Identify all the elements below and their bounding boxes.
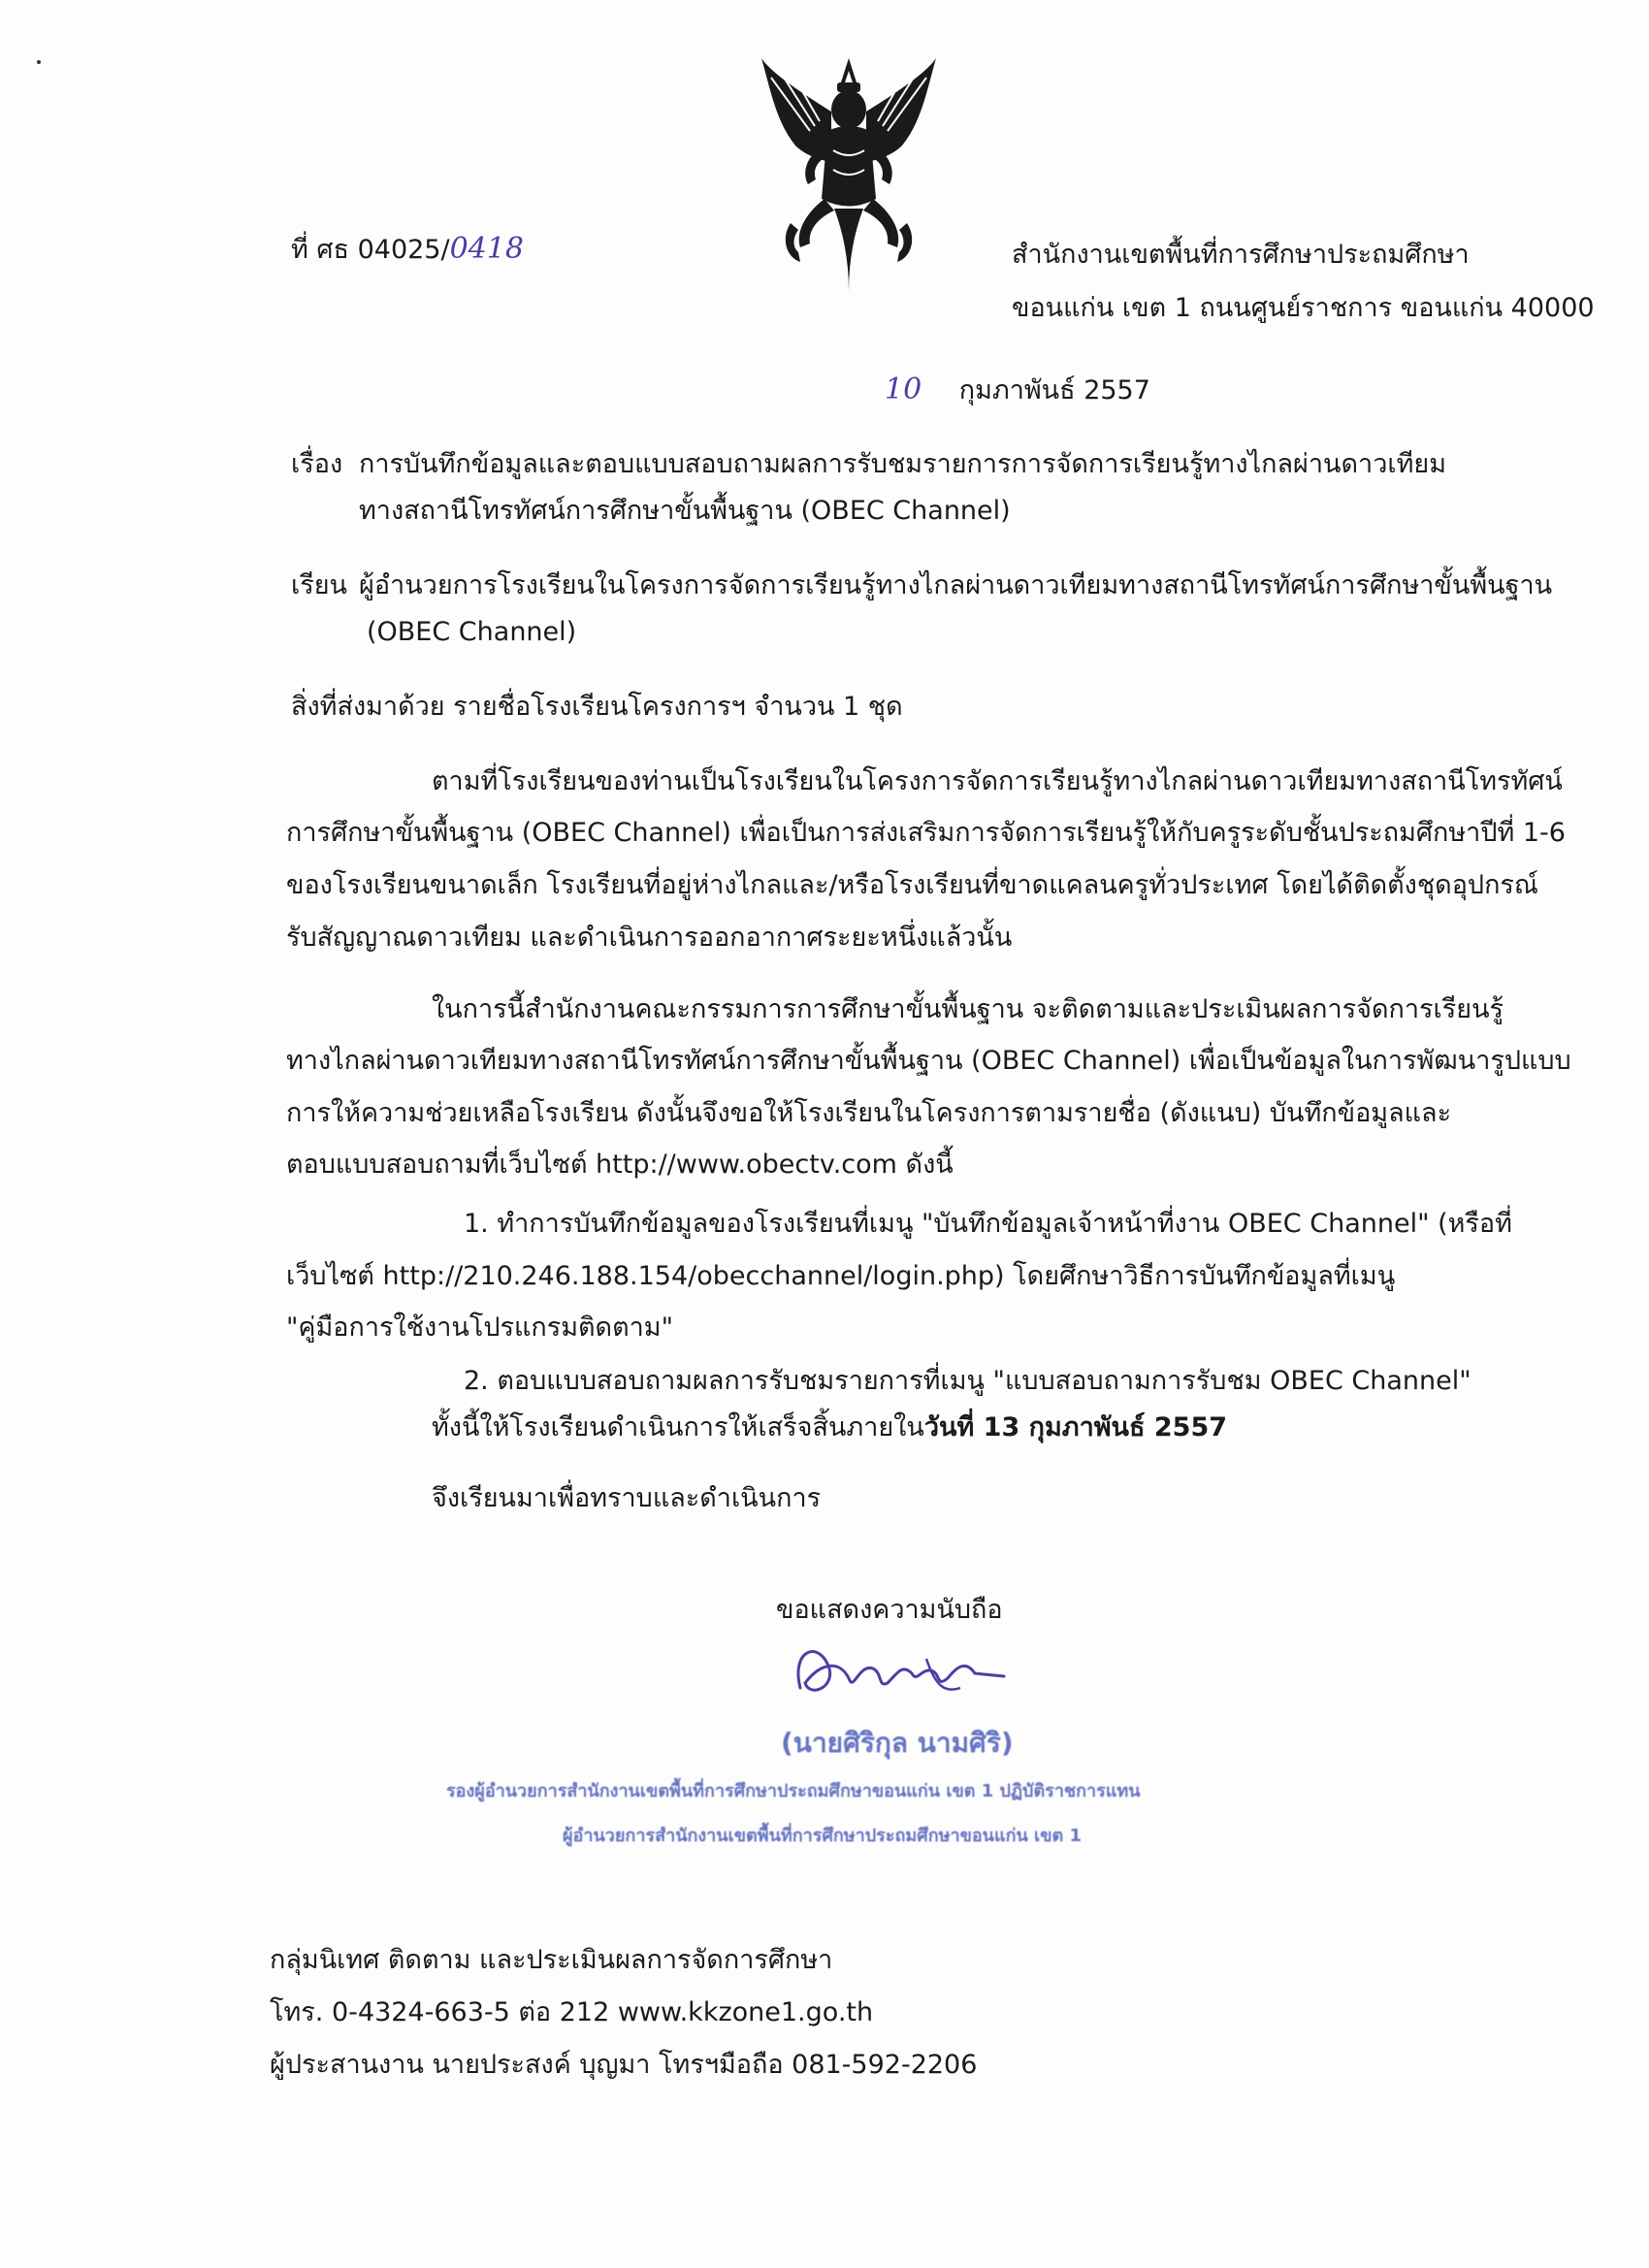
recipient-line1: ผู้อำนวยการโรงเรียนในโครงการจัดการเรียนรู้ทางไกลผ่านดาวเทียมทางสถานีโทรทัศน์การศึกษาขั้นพื้นฐาน — [359, 570, 1553, 600]
signer-position-stamp-line2: ผู้อำนวยการสำนักงานเขตพื้นที่การศึกษาประถมศึกษาขอนแก่น เขต 1 — [563, 1826, 1082, 1846]
body-paragraph1-line3: ของโรงเรียนขนาดเล็ก โรงเรียนที่อยู่ห่างไกลและ/หรือโรงเรียนที่ขาดแคลนครูทั่วประเทศ โดยได้ติดตั้งชุดอุปกรณ์ — [286, 870, 1538, 900]
salutation: ขอแสดงความนับถือ — [776, 1595, 1003, 1625]
signer-name-stamp: (นายศิริกุล นามศิริ) — [781, 1727, 1014, 1759]
office-address-line2: ขอนแก่น เขต 1 ถนนศูนย์ราชการ ขอนแก่น 40000 — [1012, 293, 1595, 323]
body-paragraph2-line2: ทางไกลผ่านดาวเทียมทางสถานีโทรทัศน์การศึกษาขั้นพื้นฐาน (OBEC Channel) เพื่อเป็นข้อมูลในการพัฒนารูปแบบ — [286, 1046, 1571, 1076]
item1-line3: "คู่มือการใช้งานโปรแกรมติดตาม" — [286, 1312, 673, 1343]
item1-line2: เว็บไซต์ http://210.246.188.154/obecchannel/login.php) โดยศึกษาวิธีการบันทึกข้อมูลที่เมนู — [286, 1261, 1396, 1291]
footer-department: กลุ่มนิเทศ ติดตาม และประเมินผลการจัดการศึกษา — [270, 1945, 833, 1975]
deadline-line: ทั้งนี้ให้โรงเรียนดำเนินการให้เสร็จสิ้นภายในวันที่ 13 กุมภาพันธ์ 2557 — [432, 1412, 1228, 1442]
body-paragraph2-line3: การให้ความช่วยเหลือโรงเรียน ดังนั้นจึงขอให้โรงเรียนในโครงการตามรายชื่อ (ดังแนบ) บันทึกข้อมูลและ — [286, 1098, 1452, 1128]
document-date: 10 กุมภาพันธ์ 2557 — [885, 373, 1150, 406]
subject-line2: ทางสถานีโทรทัศน์การศึกษาขั้นพื้นฐาน (OBEC Channel) — [359, 496, 1011, 526]
closing-line: จึงเรียนมาเพื่อทราบและดำเนินการ — [432, 1483, 822, 1513]
body-paragraph2-line4: ตอบแบบสอบถามที่เว็บไซต์ http://www.obectv.com ดังนี้ — [286, 1150, 954, 1180]
item1-line1: 1. ทำการบันทึกข้อมูลของโรงเรียนที่เมนู "บันทึกข้อมูลเจ้าหน้าที่งาน OBEC Channel" (หรือที่ — [464, 1209, 1512, 1239]
handwritten-date-day: 10 — [885, 373, 922, 406]
body-paragraph1-line1: ตามที่โรงเรียนของท่านเป็นโรงเรียนในโครงการจัดการเรียนรู้ทางไกลผ่านดาวเทียมทางสถานีโทรทัศน์ — [432, 766, 1563, 796]
subject-label: เรื่อง — [291, 449, 343, 479]
handwritten-signature — [781, 1630, 1014, 1717]
footer-coordinator: ผู้ประสานงาน นายประสงค์ บุญมา โทรฯมือถือ 081-592-2206 — [270, 2050, 978, 2080]
body-paragraph1-line2: การศึกษาขั้นพื้นฐาน (OBEC Channel) เพื่อเป็นการส่งเสริมการจัดการเรียนรู้ให้กับครูระดับชั้นประถมศึกษาปีที่ 1-6 — [286, 818, 1566, 848]
footer-phone: โทร. 0-4324-663-5 ต่อ 212 www.kkzone1.go.th — [270, 1997, 874, 2027]
enclosure-line: สิ่งที่ส่งมาด้วย รายชื่อโรงเรียนโครงการฯ จำนวน 1 ชุด — [291, 692, 903, 722]
recipient-label: เรียน — [291, 570, 348, 600]
scan-speck — [37, 60, 41, 64]
office-address-line1: สำนักงานเขตพื้นที่การศึกษาประถมศึกษา — [1012, 240, 1470, 270]
garuda-emblem-icon — [752, 53, 946, 296]
body-paragraph1-line4: รับสัญญาณดาวเทียม และดำเนินการออกอากาศระยะหนึ่งแล้วนั้น — [286, 923, 1013, 953]
item2-line: 2. ตอบแบบสอบถามผลการรับชมรายการที่เมนู "แบบสอบถามการรับชม OBEC Channel" — [464, 1366, 1471, 1396]
deadline-date: วันที่ 13 กุมภาพันธ์ 2557 — [923, 1412, 1228, 1442]
handwritten-ref-number: 0418 — [449, 232, 524, 266]
signer-position-stamp-line1: รองผู้อำนวยการสำนักงานเขตพื้นที่การศึกษาประถมศึกษาขอนแก่น เขต 1 ปฏิบัติราชการแทน — [446, 1781, 1141, 1801]
recipient-line2: (OBEC Channel) — [367, 617, 577, 647]
body-paragraph2-line1: ในการนี้สำนักงานคณะกรรมการการศึกษาขั้นพื้นฐาน จะติดตามและประเมินผลการจัดการเรียนรู้ — [432, 994, 1504, 1024]
reference-number: ที่ ศธ 04025/0418 — [291, 232, 524, 266]
subject-line1: การบันทึกข้อมูลและตอบแบบสอบถามผลการรับชมรายการการจัดการเรียนรู้ทางไกลผ่านดาวเทียม — [359, 449, 1447, 479]
